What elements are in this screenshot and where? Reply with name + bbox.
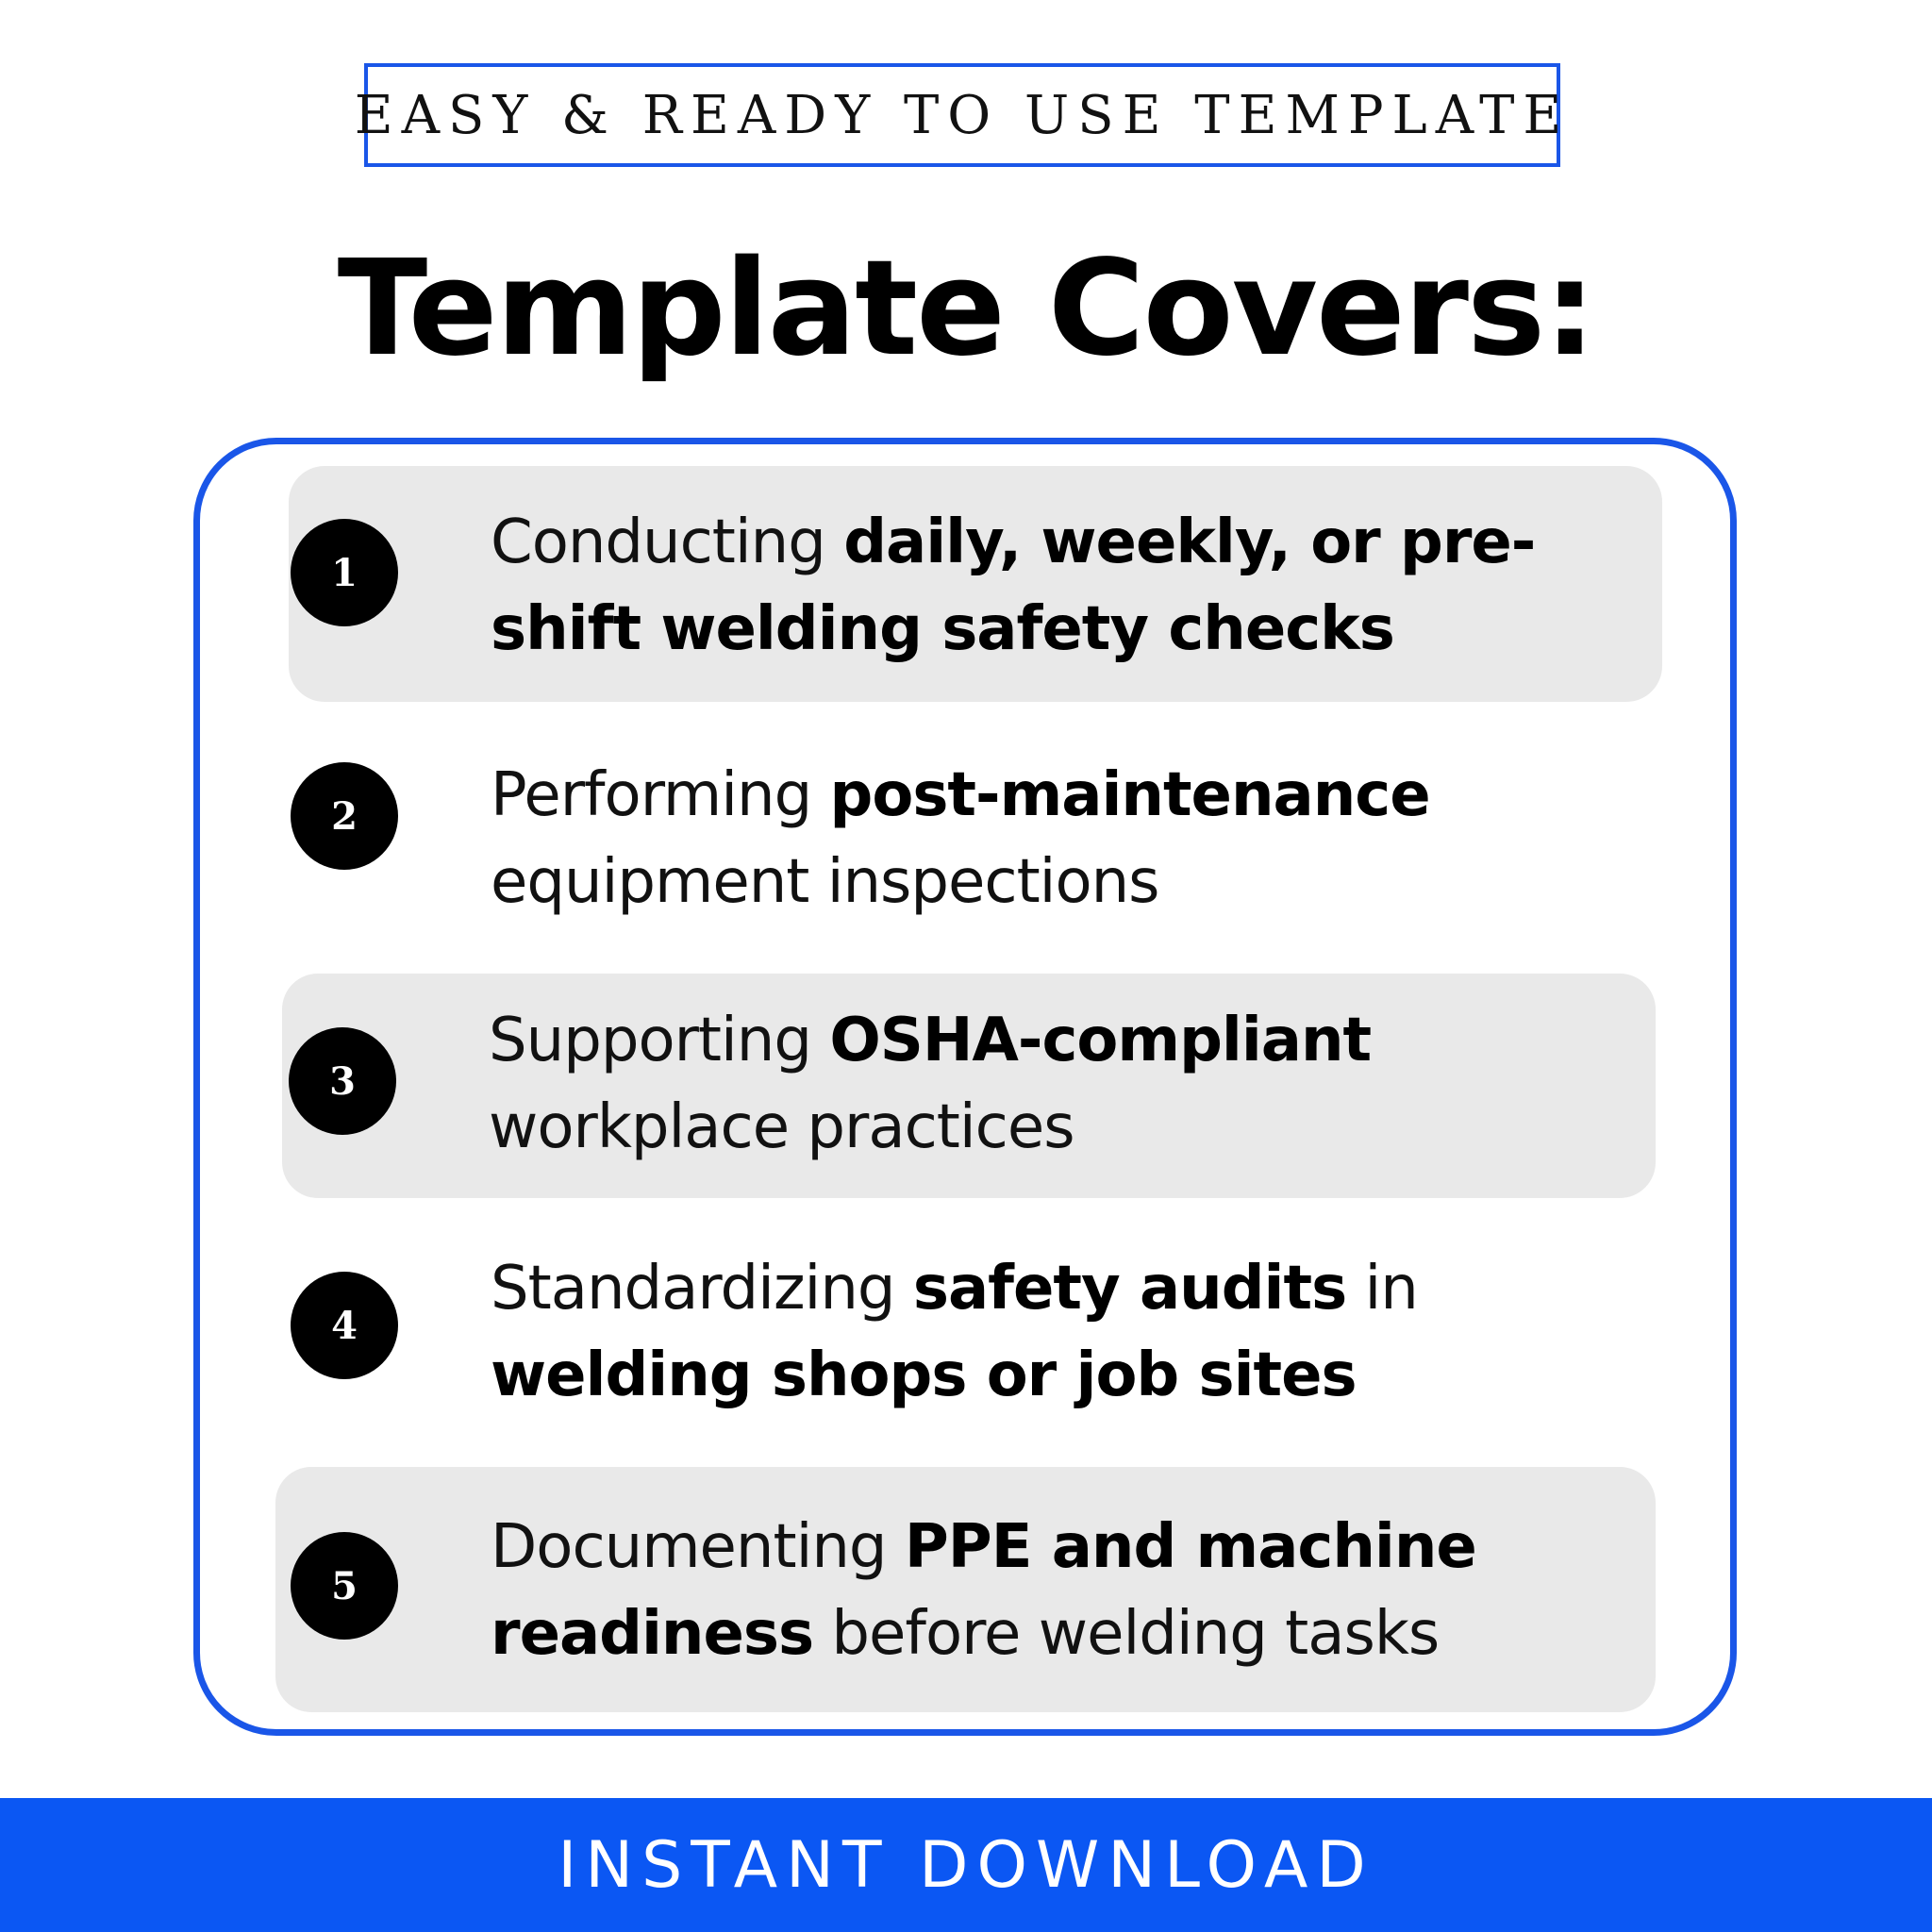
list-item-1-text	[491, 499, 1535, 673]
list-item-4-line-2	[491, 1332, 1418, 1419]
text-segment: workplace practices	[489, 1092, 1074, 1162]
text-segment: Supporting	[489, 1006, 830, 1075]
text-segment: readiness	[491, 1599, 814, 1669]
text-segment: equipment inspections	[491, 847, 1159, 917]
list-item-5-line-1	[491, 1504, 1476, 1591]
footer-label: INSTANT DOWNLOAD	[558, 1827, 1374, 1903]
number-badge-4: 4	[291, 1272, 398, 1379]
list-item-3-line-1	[489, 997, 1371, 1084]
text-segment: daily, weekly, or pre-	[843, 508, 1536, 577]
list-item-1-line-1	[491, 499, 1535, 586]
instant-download-banner	[0, 1798, 1932, 1932]
text-segment: Documenting	[491, 1512, 905, 1582]
list-item-3-text	[489, 997, 1371, 1171]
text-segment: OSHA-compliant	[829, 1006, 1372, 1075]
tagline: EASY & READY TO USE TEMPLATE	[354, 84, 1571, 146]
list-item-5-line-2	[491, 1591, 1476, 1677]
text-segment: welding shops or job sites	[491, 1341, 1357, 1410]
number-badge-2: 2	[291, 762, 398, 870]
text-segment: Conducting	[491, 508, 844, 577]
number-badge-3: 3	[289, 1027, 396, 1135]
list-item-1-line-2	[491, 586, 1535, 673]
text-segment: shift welding safety checks	[491, 594, 1394, 664]
page-title: Template Covers:	[337, 232, 1595, 386]
text-segment: Standardizing	[491, 1254, 913, 1324]
list-item-2-line-1	[491, 752, 1430, 839]
list-item-3-line-2	[489, 1084, 1371, 1171]
text-segment: before welding tasks	[813, 1599, 1440, 1669]
number-badge-5: 5	[291, 1532, 398, 1640]
tagline-box	[354, 63, 1571, 167]
text-segment: PPE and machine	[904, 1512, 1476, 1582]
list-item-2-text	[491, 752, 1430, 925]
number-badge-1: 1	[291, 519, 398, 626]
text-segment: Performing	[491, 760, 830, 830]
list-item-4-text	[491, 1245, 1418, 1419]
text-segment: in	[1346, 1254, 1418, 1324]
text-segment: post-maintenance	[829, 760, 1430, 830]
text-segment: safety audits	[912, 1254, 1347, 1324]
list-item-2-line-2	[491, 839, 1430, 925]
list-item-4-line-1	[491, 1245, 1418, 1332]
list-item-5-text	[491, 1504, 1476, 1677]
